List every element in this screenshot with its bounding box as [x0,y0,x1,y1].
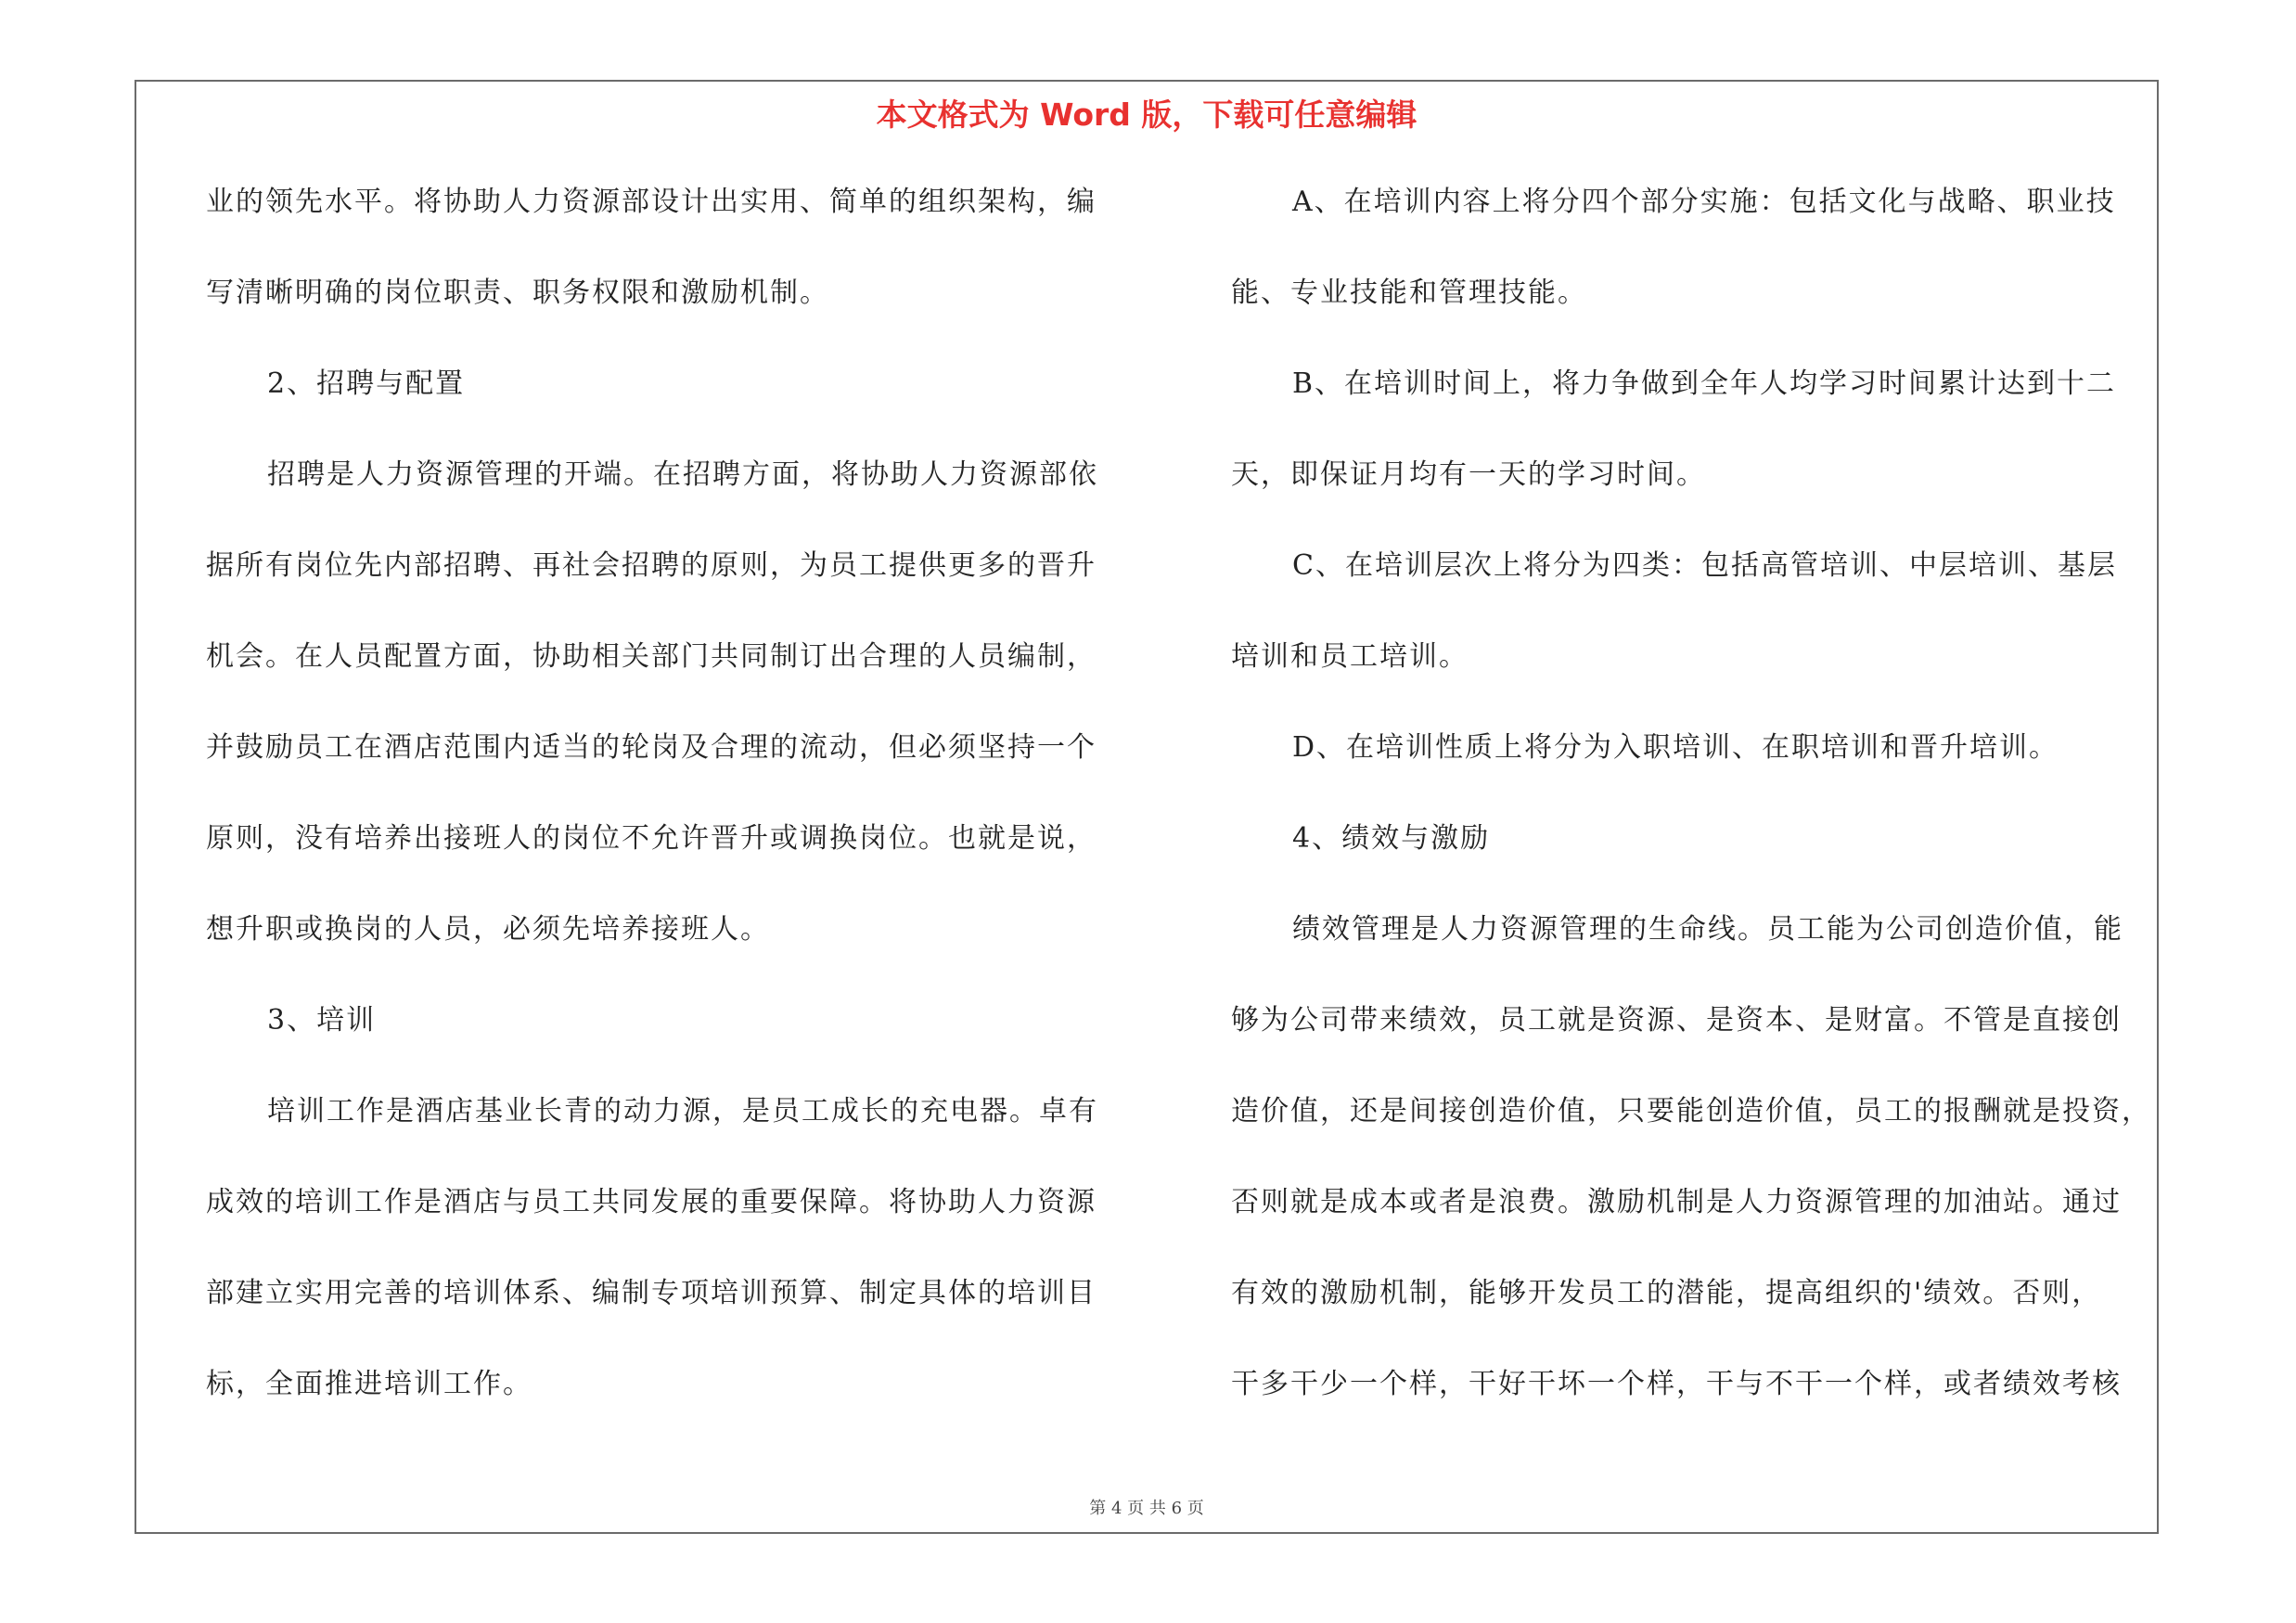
text-line: 并鼓励员工在酒店范围内适当的轮岗及合理的流动，但必须坚持一个 [206,731,1097,764]
text-line: 绩效管理是人力资源管理的生命线。员工能为公司创造价值，能 [1292,913,2123,946]
text-line: 业的领先水平。将协助人力资源部设计出实用、简单的组织架构，编 [206,186,1097,218]
section-heading: 3、培训 [267,1004,377,1037]
text-line: 部建立实用完善的培训体系、编制专项培训预算、制定具体的培训目 [206,1277,1097,1309]
text-line: 培训工作是酒店基业长青的动力源，是员工成长的充电器。卓有 [267,1095,1098,1127]
text-line: 培训和员工培训。 [1231,640,1469,673]
left-text-column [206,180,1143,1453]
text-line: 否则就是成本或者是浪费。激励机制是人力资源管理的加油站。通过 [1231,1186,2122,1218]
page-number-footer: 第 4 页 共 6 页 [1089,1499,1204,1518]
text-line: C、在培训层次上将分为四类：包括高管培训、中层培训、基层 [1292,549,2117,582]
text-line: 原则，没有培养出接班人的岗位不允许晋升或调换岗位。也就是说， [206,822,1097,855]
text-line: B、在培训时间上，将力争做到全年人均学习时间累计达到十二 [1292,367,2117,400]
text-line: 招聘是人力资源管理的开端。在招聘方面，将协助人力资源部依 [267,458,1098,491]
document-page [135,80,2159,1534]
text-line: 想升职或换岗的人员，必须先培养接班人。 [206,913,770,946]
right-text-column [1231,180,2149,1453]
text-line: 造价值，还是间接创造价值，只要能创造价值，员工的报酬就是投资， [1231,1095,2151,1127]
text-line: 能、专业技能和管理技能。 [1231,277,1587,309]
text-line: 够为公司带来绩效，员工就是资源、是资本、是财富。不管是直接创 [1231,1004,2122,1037]
text-line: 机会。在人员配置方面，协助相关部门共同制订出合理的人员编制， [206,640,1097,673]
text-line: A、在培训内容上将分四个部分实施：包括文化与战略、职业技 [1292,186,2116,218]
text-line: 标，全面推进培训工作。 [206,1368,532,1400]
text-line: 成效的培训工作是酒店与员工共同发展的重要保障。将协助人力资源 [206,1186,1097,1218]
text-line: D、在培训性质上将分为入职培训、在职培训和晋升培训。 [1292,731,2059,764]
section-heading: 4、绩效与激励 [1292,822,1491,855]
text-line: 干多干少一个样，干好干坏一个样，干与不干一个样，或者绩效考核 [1231,1368,2122,1400]
text-line: 据所有岗位先内部招聘、再社会招聘的原则，为员工提供更多的晋升 [206,549,1097,582]
text-line: 天，即保证月均有一天的学习时间。 [1231,458,1706,491]
format-notice-banner: 本文格式为 Word 版，下载可任意编辑 [876,97,1417,133]
text-line: 写清晰明确的岗位职责、职务权限和激励机制。 [206,277,829,309]
text-line: 有效的激励机制，能够开发员工的潜能，提高组织的'绩效。否则， [1231,1277,2102,1309]
section-heading: 2、招聘与配置 [267,367,466,400]
